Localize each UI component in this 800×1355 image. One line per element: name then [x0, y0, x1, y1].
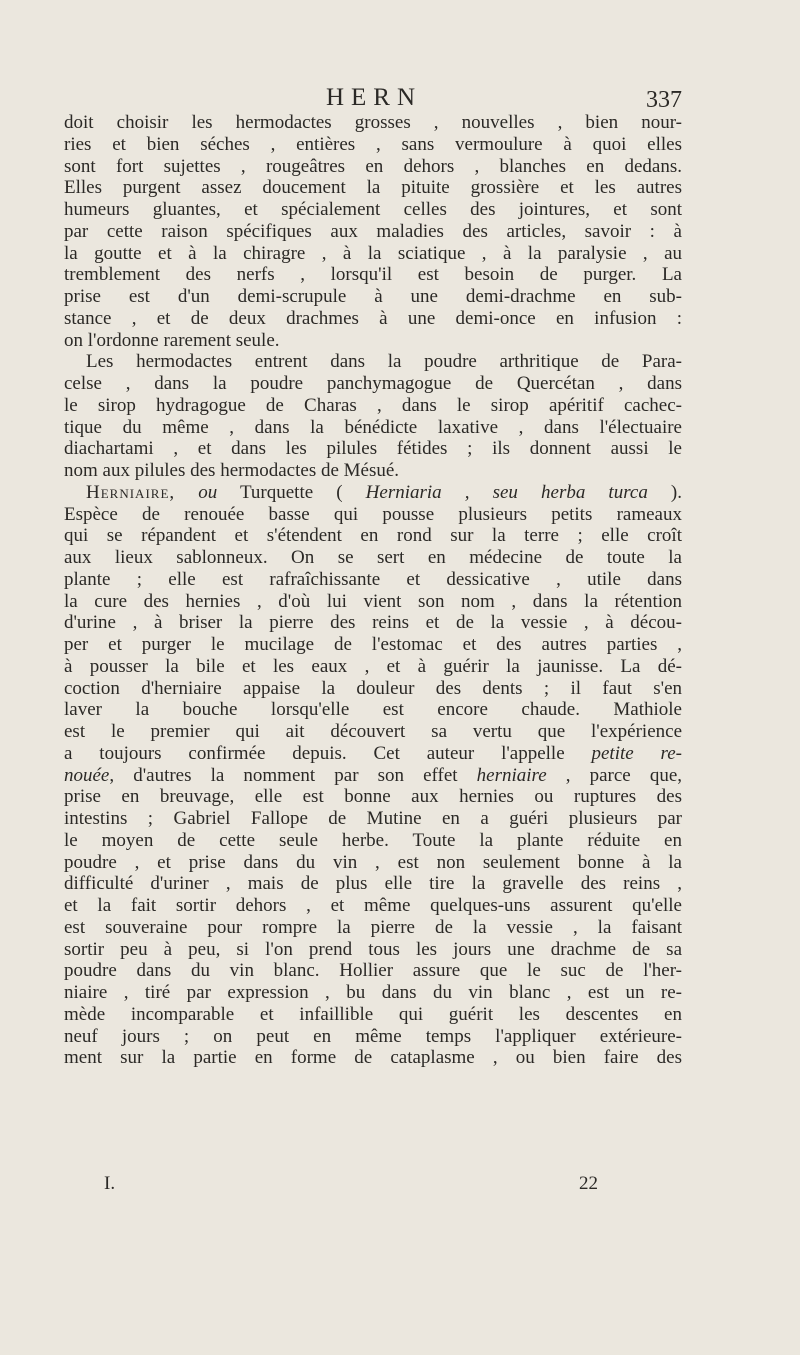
text-line: nom aux pilules des hermodactes de Mésué. [64, 460, 400, 481]
text-line: à pousser la bile et les eaux , et à guérir la jaunisse. La dé- [64, 655, 682, 677]
text-line: stance , et de deux drachmes à une demi-once en infusion : [64, 307, 682, 329]
text-fragment: a toujours confirmée depuis. Cet auteur l'appelle [64, 742, 565, 764]
italic-term: herniaire [476, 764, 547, 786]
text-line: tremblement des nerfs , lorsqu'il est besoin de purger. La [64, 264, 682, 286]
text-line: et la fait sortir dehors , et même quelques-uns assurent qu'elle [64, 895, 682, 916]
text-line: niaire , tiré par expression , bu dans du vin blanc , est un re- [64, 982, 682, 1003]
text-line: Elles purgent assez doucement la pituite grossière et les autres [64, 177, 682, 199]
text-line: aux lieux sablonneux. On se sert en médecine de toute la [64, 547, 682, 568]
text-line: tique du même , dans la bénédicte laxative , dans l'électuaire [64, 416, 682, 438]
page-number: 337 [646, 87, 682, 113]
text-line: celse , dans la poudre panchymagogue de Quercétan , dans [64, 373, 682, 394]
signature-volume: I. [104, 1173, 116, 1194]
text-line: le sirop hydragogue de Charas , dans le sirop apéritif cachec- [64, 394, 682, 416]
text-line: Espèce de renouée basse qui pousse plusieurs petits rameaux [64, 503, 682, 525]
text-fragment: , d'autres la nomment par son effet [109, 764, 458, 786]
text-line: poudre , et prise dans du vin , est non seulement bonne à la [64, 851, 682, 873]
text-line: neuf jours ; on peut en même temps l'appliquer extérieure- [64, 1025, 682, 1047]
entry-common-name: Turquette ( [217, 481, 366, 503]
text-line: d'urine , à briser la pierre des reins et de la vessie , à décou- [64, 612, 682, 634]
text-line: qui se répandent et s'étendent en rond sur la terre ; elle croît [64, 525, 682, 547]
text-line: difficulté d'uriner , mais de plus elle tire la gravelle des reins , [64, 873, 682, 895]
text-line: Les hermodactes entrent dans la poudre arthritique de Para- [86, 351, 682, 373]
text-line: diachartami , et dans les pilules fétides ; ils donnent aussi le [64, 438, 682, 460]
text-line: ment sur la partie en forme de cataplasme , ou bien faire des [64, 1047, 682, 1069]
entry-heading-line [64, 482, 682, 504]
entry-close: ). [647, 481, 682, 503]
text-line: plante ; elle est rafraîchissante et dessicative , utile dans [64, 568, 682, 590]
italic-term: nouée [64, 764, 110, 786]
text-line: par cette raison spécifiques aux maladies des articles, savoir : à [64, 220, 682, 242]
text-line: la goutte et à la chiragre , à la sciatique , à la paralysie , au [64, 242, 682, 264]
entry-conjunction: ou [175, 481, 218, 503]
text-line: prise en breuvage, elle est bonne aux hernies ou ruptures des [64, 786, 682, 808]
text-line: est souveraine pour rompre la pierre de la vessie , la faisant [64, 916, 682, 938]
text-fragment: , parce que, [565, 764, 683, 786]
text-line: sont fort sujettes , rougeâtres en dehors , blanches en dedans. [64, 155, 682, 177]
body-text [64, 112, 682, 1069]
text-line: mède incomparable et infaillible qui guérit les descentes en [64, 1003, 682, 1025]
page-header [66, 82, 682, 114]
text-line: est le premier qui ait découvert sa vertu que l'expérience [64, 721, 682, 742]
text-line: ries et bien séches , entières , sans vermoulure à quoi elles [64, 133, 682, 155]
text-line [64, 743, 682, 765]
running-head: HERN [325, 84, 423, 111]
text-line: humeurs gluantes, et spécialement celles des jointures, et sont [64, 199, 682, 220]
text-line: prise est d'un demi-scrupule à une demi-drachme en sub- [64, 286, 682, 307]
text-line: laver la bouche lorsqu'elle est encore chaude. Mathiole [64, 699, 682, 721]
page-footer [104, 1171, 598, 1197]
text-line: la cure des hernies , d'où lui vient son nom , dans la rétention [64, 590, 682, 612]
text-line: per et purger le mucilage de l'estomac et des autres parties , [64, 634, 682, 655]
text-line: sortir peu à peu, si l'on prend tous les jours une drachme de sa [64, 938, 682, 960]
signature-mark: 22 [579, 1173, 598, 1194]
entry-latin-name: Herniaria , seu herba turca [365, 481, 648, 503]
text-line: on l'ordonne rarement seule. [64, 329, 280, 351]
text-line: poudre dans du vin blanc. Hollier assure que le suc de l'her- [64, 960, 682, 982]
text-line: doit choisir les hermodactes grosses , nouvelles , bien nour- [64, 112, 682, 133]
italic-term: petite re- [591, 742, 683, 764]
text-line: intestins ; Gabriel Fallope de Mutine en a guéri plusieurs par [64, 808, 682, 829]
text-line [64, 765, 682, 787]
entry-headword: Herniaire, [86, 481, 176, 503]
text-line: le moyen de cette seule herbe. Toute la plante réduite en [64, 829, 682, 851]
text-line: coction d'herniaire appaise la douleur des dents ; il faut s'en [64, 677, 682, 699]
